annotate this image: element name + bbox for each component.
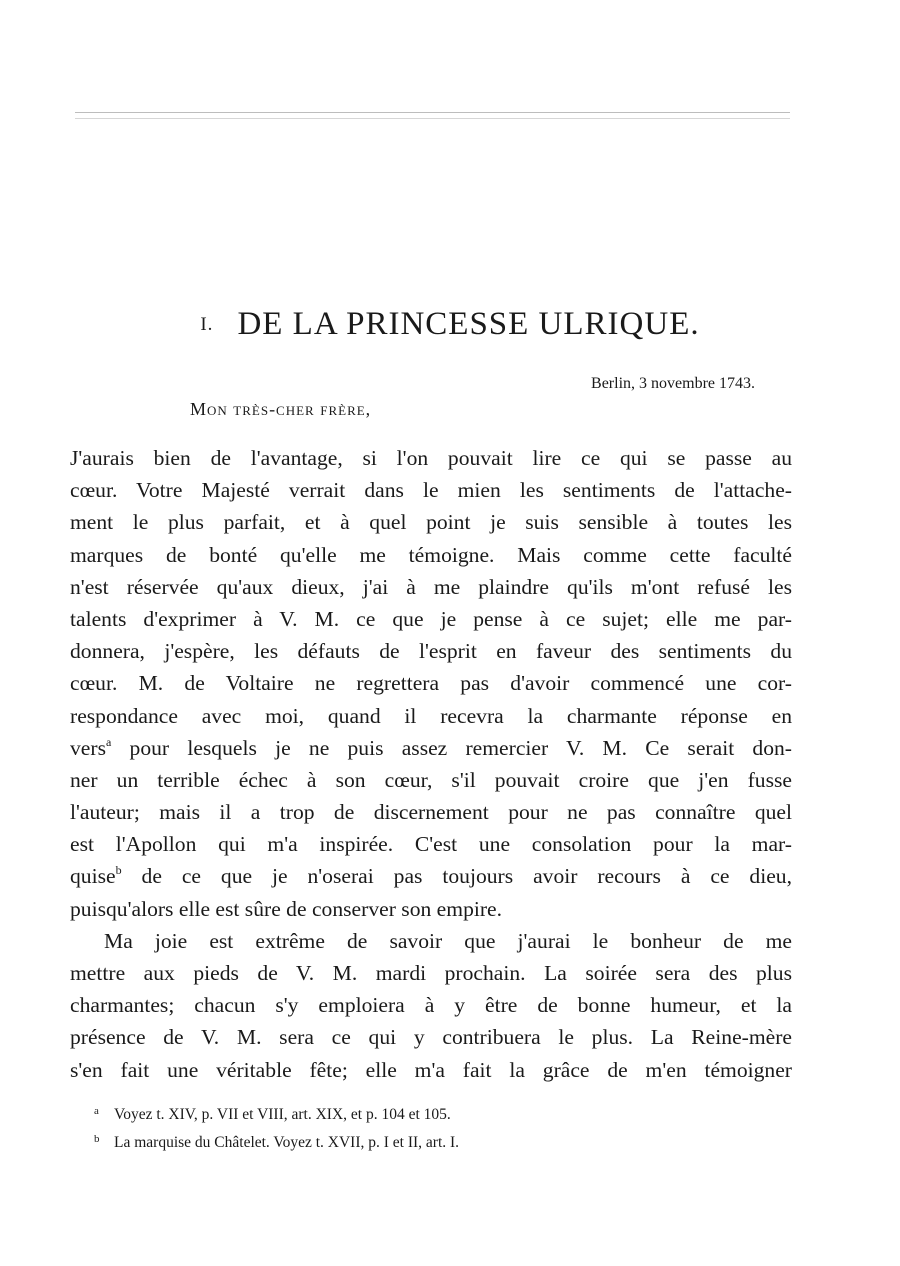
top-rule [75, 112, 790, 113]
footnotes [94, 1099, 459, 1155]
body-line: vers$^a$ pour lesquels je ne puis assez remercier V. M. Ce serait don- [70, 734, 792, 760]
footnote-b [94, 1127, 459, 1155]
body-line: n'est réservée qu'aux dieux, j'ai à me plaindre qu'ils m'ont refusé les [70, 574, 792, 599]
body-line: mettre aux pieds de V. M. mardi prochain. La soirée sera des plus [70, 961, 792, 985]
footnote-a [94, 1099, 459, 1127]
body-line: cœur. Votre Majesté verrait dans le mien les sentiments de l'attache- [70, 478, 792, 503]
footnote-ref-b: b [115, 863, 122, 878]
body-line: respondance avec moi, quand il recevra la charmante réponse en [70, 703, 792, 728]
body-line: talents d'exprimer à V. M. ce que je pense à ce sujet; elle me par- [70, 606, 792, 631]
body-line: marques de bonté qu'elle me témoigne. Mais comme cette faculté [70, 542, 792, 567]
body-line: ner un terrible échec à son cœur, s'il pouvait croire que j'en fusse [70, 767, 792, 792]
letter-heading [0, 306, 900, 343]
footnote-text: La marquise du Châtelet. Voyez t. XVII, p. I et II, art. I. [114, 1134, 460, 1151]
body-line: est l'Apollon qui m'a inspirée. C'est une consolation pour la mar- [70, 832, 792, 857]
body-line: charmantes; chacun s'y emploiera à y être de bonne humeur, et la [70, 993, 792, 1018]
body-line: l'auteur; mais il a trop de discernement pour ne pas connaître quel [70, 800, 792, 825]
body-line: Ma joie est extrême de savoir que j'aurai le bonheur de me [104, 928, 792, 953]
footnote-mark: a [94, 1105, 99, 1117]
body-line: ment le plus parfait, et à quel point je suis sensible à toutes les [70, 510, 792, 535]
footnote-text: Voyez t. XIV, p. VII et VIII, art. XIX, et p. 104 et 105. [114, 1106, 451, 1123]
body-line: quise$^b$ de ce que je n'oserai pas toujours avoir recours à ce dieu, [70, 863, 792, 889]
top-rule-secondary [75, 118, 790, 119]
letter-number: I. [200, 314, 214, 335]
footnote-mark: b [94, 1133, 100, 1145]
body-line: présence de V. M. sera ce qui y contribuera le plus. La Reine-mère [70, 1025, 792, 1050]
body-line: cœur. M. de Voltaire ne regrettera pas d'avoir commencé une cor- [70, 671, 792, 696]
salutation: Mon très-cher frère, [190, 399, 372, 419]
footnote-ref-a: a [105, 734, 112, 749]
body-line: puisqu'alors elle est sûre de conserver son empire. [70, 896, 503, 921]
body-line: J'aurais bien de l'avantage, si l'on pouvait lire ce qui se passe au [70, 446, 792, 470]
body-line: donnera, j'espère, les défauts de l'esprit en faveur des sentiments du [70, 639, 792, 664]
dateline: Berlin, 3 novembre 1743. [591, 375, 755, 392]
body-line: s'en fait une véritable fête; elle m'a fait la grâce de m'en témoigner [70, 1057, 792, 1082]
letter-title: DE LA PRINCESSE ULRIQUE. [237, 306, 700, 342]
letter-body [70, 442, 792, 1086]
